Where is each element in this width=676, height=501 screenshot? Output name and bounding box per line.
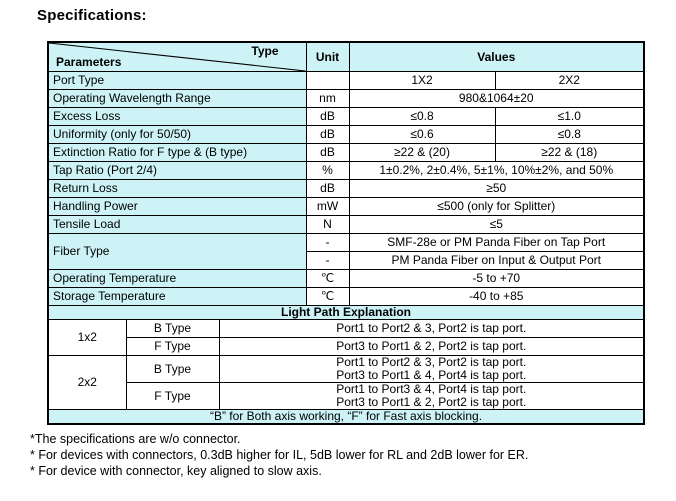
table-row (48, 162, 644, 180)
footnote-2: * For devices with connectors, 0.3dB higher for IL, 5dB lower for RL and 2dB lower for ER. (30, 448, 529, 462)
value-cell: -5 to +70 (349, 270, 644, 288)
param-cell: Tap Ratio (Port 2/4) (48, 162, 306, 180)
table-row (48, 234, 644, 252)
config-cell-1x2: 1x2 (48, 320, 126, 356)
unit-cell: mW (306, 198, 349, 216)
table-row (48, 90, 644, 108)
table-row (48, 216, 644, 234)
specifications-table (47, 41, 645, 425)
explanation-cell (219, 356, 644, 383)
explanation-cell (219, 383, 644, 410)
table-header-row (48, 42, 644, 72)
value-cell: 980&1064±20 (349, 90, 644, 108)
light-path-header-row (48, 306, 644, 320)
unit-cell: dB (306, 180, 349, 198)
diagonal-header-cell (48, 42, 306, 72)
type-header-label: Type (251, 44, 279, 58)
table-row (48, 180, 644, 198)
type-cell: F Type (126, 338, 219, 356)
unit-cell: dB (306, 108, 349, 126)
explanation-line: Port3 to Port1 & 2, Port2 is tap port. (336, 395, 527, 409)
config-cell-2x2: 2x2 (48, 356, 126, 410)
value-cell-1x2: 1X2 (349, 72, 495, 90)
param-cell: Return Loss (48, 180, 306, 198)
value-cell: SMF-28e or PM Panda Fiber on Tap Port (349, 234, 644, 252)
value-cell: ≤500 (only for Splitter) (349, 198, 644, 216)
light-path-row (48, 356, 644, 383)
footnotes (30, 431, 528, 479)
type-cell: F Type (126, 383, 219, 410)
explanation-cell: Port3 to Port1 & 2, Port2 is tap port. (219, 338, 644, 356)
value-cell: ≤5 (349, 216, 644, 234)
unit-cell: N (306, 216, 349, 234)
unit-cell (306, 72, 349, 90)
value-cell-2x2: ≤0.8 (495, 126, 644, 144)
param-cell: Operating Temperature (48, 270, 306, 288)
param-cell: Port Type (48, 72, 306, 90)
value-cell: ≥50 (349, 180, 644, 198)
unit-header: Unit (306, 42, 349, 72)
explanation-line: Port1 to Port2 & 3, Port2 is tap port. (336, 355, 527, 369)
light-path-row (48, 338, 644, 356)
footnote-1: *The specifications are w/o connector. (30, 432, 241, 446)
unit-cell: ℃ (306, 288, 349, 306)
value-cell-2x2: 2X2 (495, 72, 644, 90)
param-cell: Extinction Ratio for F type & (B type) (48, 144, 306, 162)
value-cell-1x2: ≤0.8 (349, 108, 495, 126)
light-path-header: Light Path Explanation (48, 306, 644, 320)
value-cell-1x2: ≥22 & (20) (349, 144, 495, 162)
explanation-line: Port1 to Port3 & 4, Port4 is tap port. (336, 382, 527, 396)
page-title: Specifications: (37, 7, 147, 24)
type-cell: B Type (126, 356, 219, 383)
unit-cell: - (306, 252, 349, 270)
value-cell-2x2: ≤1.0 (495, 108, 644, 126)
unit-cell: dB (306, 144, 349, 162)
unit-cell: % (306, 162, 349, 180)
value-cell: PM Panda Fiber on Input & Output Port (349, 252, 644, 270)
table-row (48, 288, 644, 306)
value-cell: 1±0.2%, 2±0.4%, 5±1%, 10%±2%, and 50% (349, 162, 644, 180)
parameters-header-label: Parameters (56, 55, 122, 69)
param-cell: Excess Loss (48, 108, 306, 126)
values-header: Values (349, 42, 644, 72)
table-row (48, 108, 644, 126)
unit-cell: nm (306, 90, 349, 108)
value-cell-2x2: ≥22 & (18) (495, 144, 644, 162)
light-path-row (48, 383, 644, 410)
table-row (48, 198, 644, 216)
param-cell: Uniformity (only for 50/50) (48, 126, 306, 144)
light-path-row (48, 320, 644, 338)
param-cell: Tensile Load (48, 216, 306, 234)
value-cell-1x2: ≤0.6 (349, 126, 495, 144)
table-row (48, 270, 644, 288)
table-row (48, 144, 644, 162)
type-cell: B Type (126, 320, 219, 338)
param-cell: Storage Temperature (48, 288, 306, 306)
param-cell-fiber-type: Fiber Type (48, 234, 306, 270)
param-cell: Operating Wavelength Range (48, 90, 306, 108)
param-cell: Handling Power (48, 198, 306, 216)
light-path-footnote-row (48, 410, 644, 425)
explanation-cell: Port1 to Port2 & 3, Port2 is tap port. (219, 320, 644, 338)
unit-cell: ℃ (306, 270, 349, 288)
table-row (48, 126, 644, 144)
value-cell: -40 to +85 (349, 288, 644, 306)
unit-cell: - (306, 234, 349, 252)
table-row (48, 72, 644, 90)
light-path-footnote: “B” for Both axis working, “F” for Fast axis blocking. (48, 410, 644, 425)
footnote-3: * For device with connector, key aligned to slow axis. (30, 464, 322, 478)
explanation-line: Port3 to Port1 & 4, Port4 is tap port. (336, 368, 527, 382)
unit-cell: dB (306, 126, 349, 144)
